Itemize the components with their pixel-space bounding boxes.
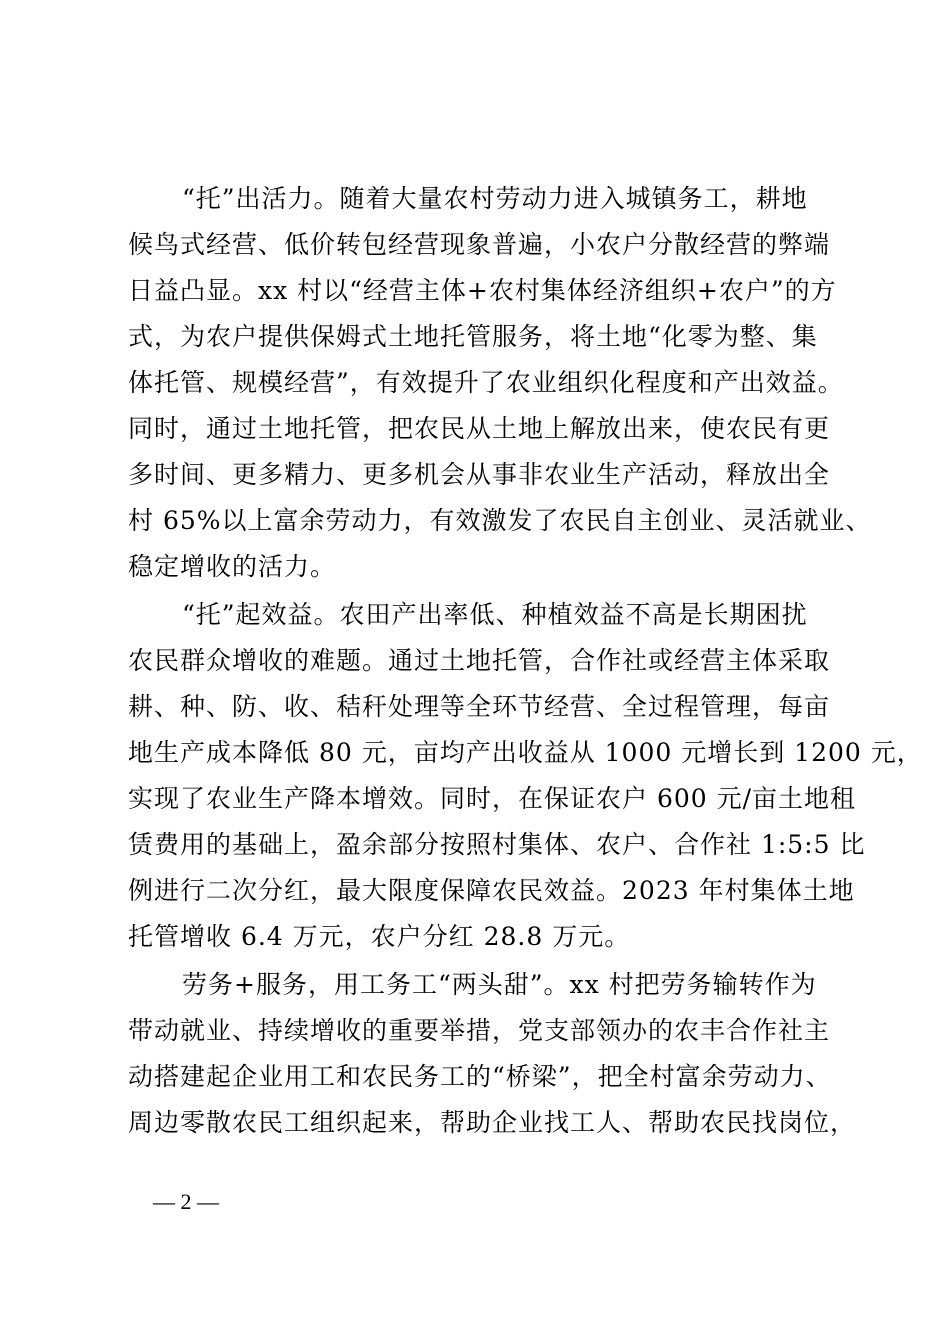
paragraph-2 <box>128 592 923 960</box>
paragraph-line: 日益凸显。xx 村以“经营主体+农村集体经济组织+农户”的方 <box>128 276 837 305</box>
paragraph-line: 托管增收 6.4 万元，农户分红 28.8 万元。 <box>128 922 631 951</box>
paragraph-line: 带动就业、持续增收的重要举措，党支部领办的农丰合作社主 <box>128 1016 831 1045</box>
paragraph-line: 村 65%以上富余劳动力，有效激发了农民自主创业、灵活就业、 <box>128 506 872 535</box>
paragraph-line: 例进行二次分红，最大限度保障农民效益。2023 年村集体土地 <box>128 876 855 905</box>
paragraph-line: “托”起效益。农田产出率低、种植效益不高是长期困扰 <box>182 600 808 629</box>
paragraph-line: 同时，通过土地托管，把农民从土地上解放出来，使农民有更 <box>128 414 831 443</box>
paragraph-line: 耕、种、防、收、秸秆处理等全环节经营、全过程管理，每亩 <box>128 692 831 721</box>
paragraph-line: “托”出活力。随着大量农村劳动力进入城镇务工，耕地 <box>182 184 808 213</box>
paragraph-line: 地生产成本降低 80 元，亩均产出收益从 1000 元增长到 1200 元， <box>128 738 923 767</box>
paragraph-line: 多时间、更多精力、更多机会从事非农业生产活动，释放出全 <box>128 460 831 489</box>
paragraph-line: 式，为农户提供保姆式土地托管服务，将土地“化零为整、集 <box>128 322 818 351</box>
paragraph-1 <box>128 176 872 590</box>
paragraph-line: 候鸟式经营、低价转包经营现象普遍，小农户分散经营的弊端 <box>128 230 831 259</box>
paragraph-line: 劳务+服务，用工务工“两头甜”。xx 村把劳务输转作为 <box>182 970 817 999</box>
body-text <box>128 176 923 1146</box>
paragraph-line: 体托管、规模经营”，有效提升了农业组织化程度和产出效益。 <box>128 368 844 397</box>
page-number: — 2 — <box>153 1189 219 1214</box>
paragraph-line: 赁费用的基础上，盈余部分按照村集体、农户、合作社 1:5:5 比 <box>128 830 866 859</box>
paragraph-line: 动搭建起企业用工和农民务工的“桥梁”，把全村富余劳动力、 <box>128 1062 832 1091</box>
paragraph-line: 稳定增收的活力。 <box>128 552 337 581</box>
paragraph-line: 农民群众增收的难题。通过土地托管，合作社或经营主体采取 <box>128 646 831 675</box>
paragraph-3 <box>128 962 857 1146</box>
paragraph-line: 周边零散农民工组织起来，帮助企业找工人、帮助农民找岗位， <box>128 1108 857 1137</box>
paragraph-line: 实现了农业生产降本增效。同时，在保证农户 600 元/亩土地租 <box>128 784 857 813</box>
